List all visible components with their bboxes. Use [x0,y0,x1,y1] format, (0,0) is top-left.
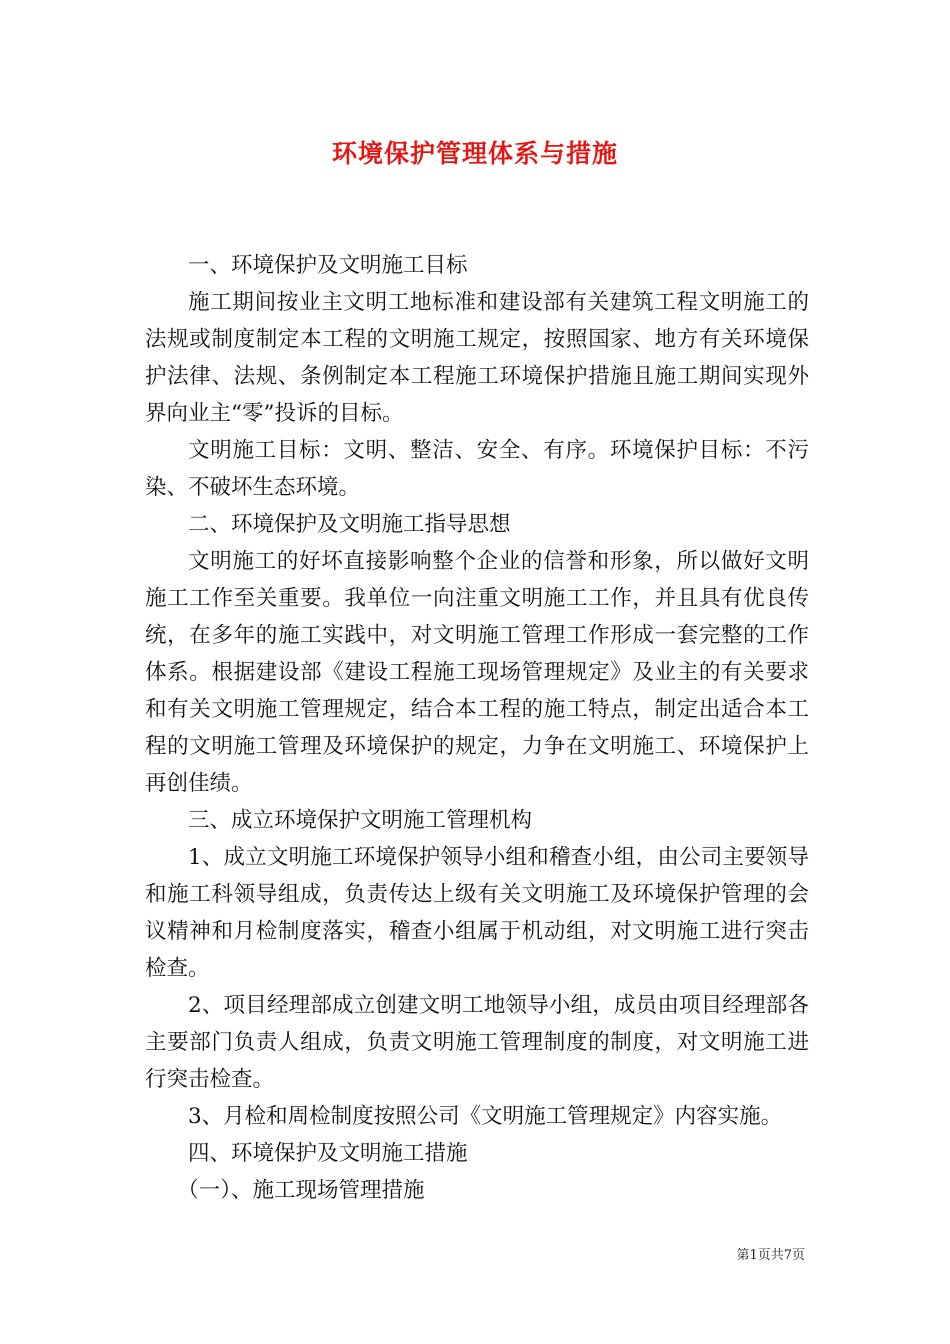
paragraph: 文明施工目标：文明、整洁、安全、有序。环境保护目标：不污染、不破坏生态环境。 [145,438,809,500]
page-number: 第1页共7页 [736,1248,805,1263]
paragraph: 施工期间按业主文明工地标准和建设部有关建筑工程文明施工的法规或制度制定本工程的文明施工规定，按照国家、地方有关环境保护法律、法规、条例制定本工程施工环境保护措施且施工期间实现外界向业主“零”投诉的目标。 [145,290,809,426]
subsection-heading: （一）、施工现场管理措施 [177,1178,425,1203]
paragraph: 文明施工的好坏直接影响整个企业的信誉和形象，所以做好文明施工工作至关重要。我单位一向注重文明施工工作，并且具有优良传统，在多年的施工实践中，对文明施工管理工作形成一套完整的工作体系。根据建设部《建设工程施工现场管理规定》及业主的有关要求和有关文明施工管理规定，结合本工程的施工特点，制定出适合本工程的文明施工管理及环境保护的规定，力争在文明施工、环境保护上再创佳绩。 [145,549,809,796]
section-heading-4: 四、环境保护及文明施工措施 [188,1141,468,1166]
section-heading-2: 二、环境保护及文明施工指导思想 [188,512,511,537]
document-title: 环境保护管理体系与措施 [331,139,618,168]
list-item: 2、项目经理部成立创建文明工地领导小组，成员由项目经理部各主要部门负责人组成，负责文明施工管理制度的制度，对文明施工进行突击检查。 [145,993,809,1092]
list-item: 3、月检和周检制度按照公司《文明施工管理规定》内容实施。 [188,1104,783,1129]
section-heading-3: 三、成立环境保护文明施工管理机构 [188,808,533,833]
section-heading-1: 一、环境保护及文明施工目标 [188,253,468,278]
list-item: 1、成立文明施工环境保护领导小组和稽查小组，由公司主要领导和施工科领导组成，负责传达上级有关文明施工及环境保护管理的会议精神和月检制度落实，稽查小组属于机动组，对文明施工进行突击检查。 [145,845,809,981]
document-body [145,247,809,1209]
